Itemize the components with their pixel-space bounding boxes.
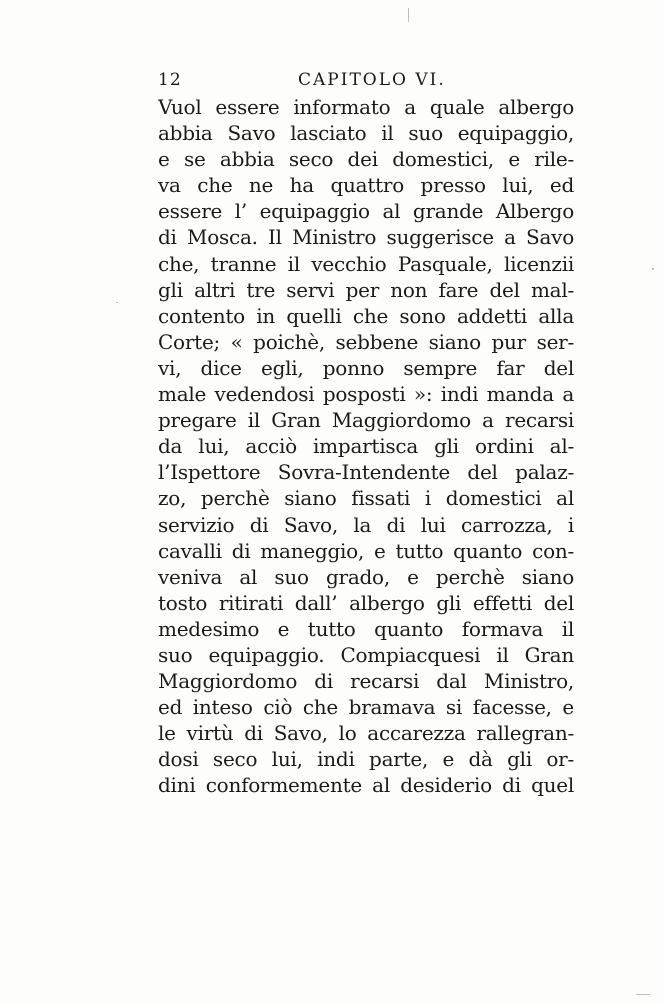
text-line: zo, perchè siano fissati i domestici al (158, 486, 574, 511)
scan-speck (116, 302, 118, 303)
text-line: vi, dice egli, ponno sempre far del (158, 355, 574, 380)
text-line: cavalli di maneggio, e tutto quanto con- (158, 538, 574, 563)
text-line: Corte; « poichè, sebbene siano pur ser- (158, 329, 574, 354)
text-line: veniva al suo grado, e perchè siano (158, 564, 574, 589)
text-line: dini conformemente al desiderio di quel (158, 773, 574, 798)
text-line: da lui, acciò impartisca gli ordini al- (158, 434, 574, 459)
text-line: ed inteso ciò che bramava si facesse, e (158, 695, 574, 720)
text-line: pregare il Gran Maggiordomo a recarsi (158, 408, 574, 433)
scan-speck (652, 268, 654, 270)
running-head (158, 70, 578, 96)
text-line: dosi seco lui, indi parte, e dà gli or- (158, 747, 574, 772)
text-line: e se abbia seco dei domestici, e rile- (158, 147, 574, 172)
text-line: male vedendosi posposti »: indi manda a (158, 382, 574, 407)
text-line: gli altri tre servi per non fare del mal- (158, 277, 574, 302)
text-line: servizio di Savo, la di lui carrozza, i (158, 512, 574, 537)
text-line: suo equipaggio. Compiacquesi il Gran (158, 642, 574, 667)
body-text (158, 94, 574, 799)
text-line: tosto ritirati dall’ albergo gli effetti del (158, 590, 574, 615)
scan-speck (636, 994, 650, 995)
text-line: essere l’ equipaggio al grande Albergo (158, 199, 574, 224)
text-line: le virtù di Savo, lo accarezza rallegran- (158, 721, 574, 746)
chapter-title: CAPITOLO VI. (298, 70, 446, 90)
text-line: medesimo e tutto quanto formava il (158, 616, 574, 641)
page-number: 12 (158, 70, 182, 90)
text-line: va che ne ha quattro presso lui, ed (158, 173, 574, 198)
text-line: abbia Savo lasciato il suo equipaggio, (158, 121, 574, 146)
text-line: Vuol essere informato a quale albergo (158, 95, 574, 119)
text-line: di Mosca. Il Ministro suggerisce a Savo (158, 225, 574, 250)
text-line: l’Ispettore Sovra-Intendente del palaz- (158, 460, 574, 485)
text-line: che, tranne il vecchio Pasquale, licenzii (158, 251, 574, 276)
scan-speck (408, 8, 409, 22)
text-line: Maggiordomo di recarsi dal Ministro, (158, 669, 574, 694)
text-line: contento in quelli che sono addetti alla (158, 303, 574, 328)
